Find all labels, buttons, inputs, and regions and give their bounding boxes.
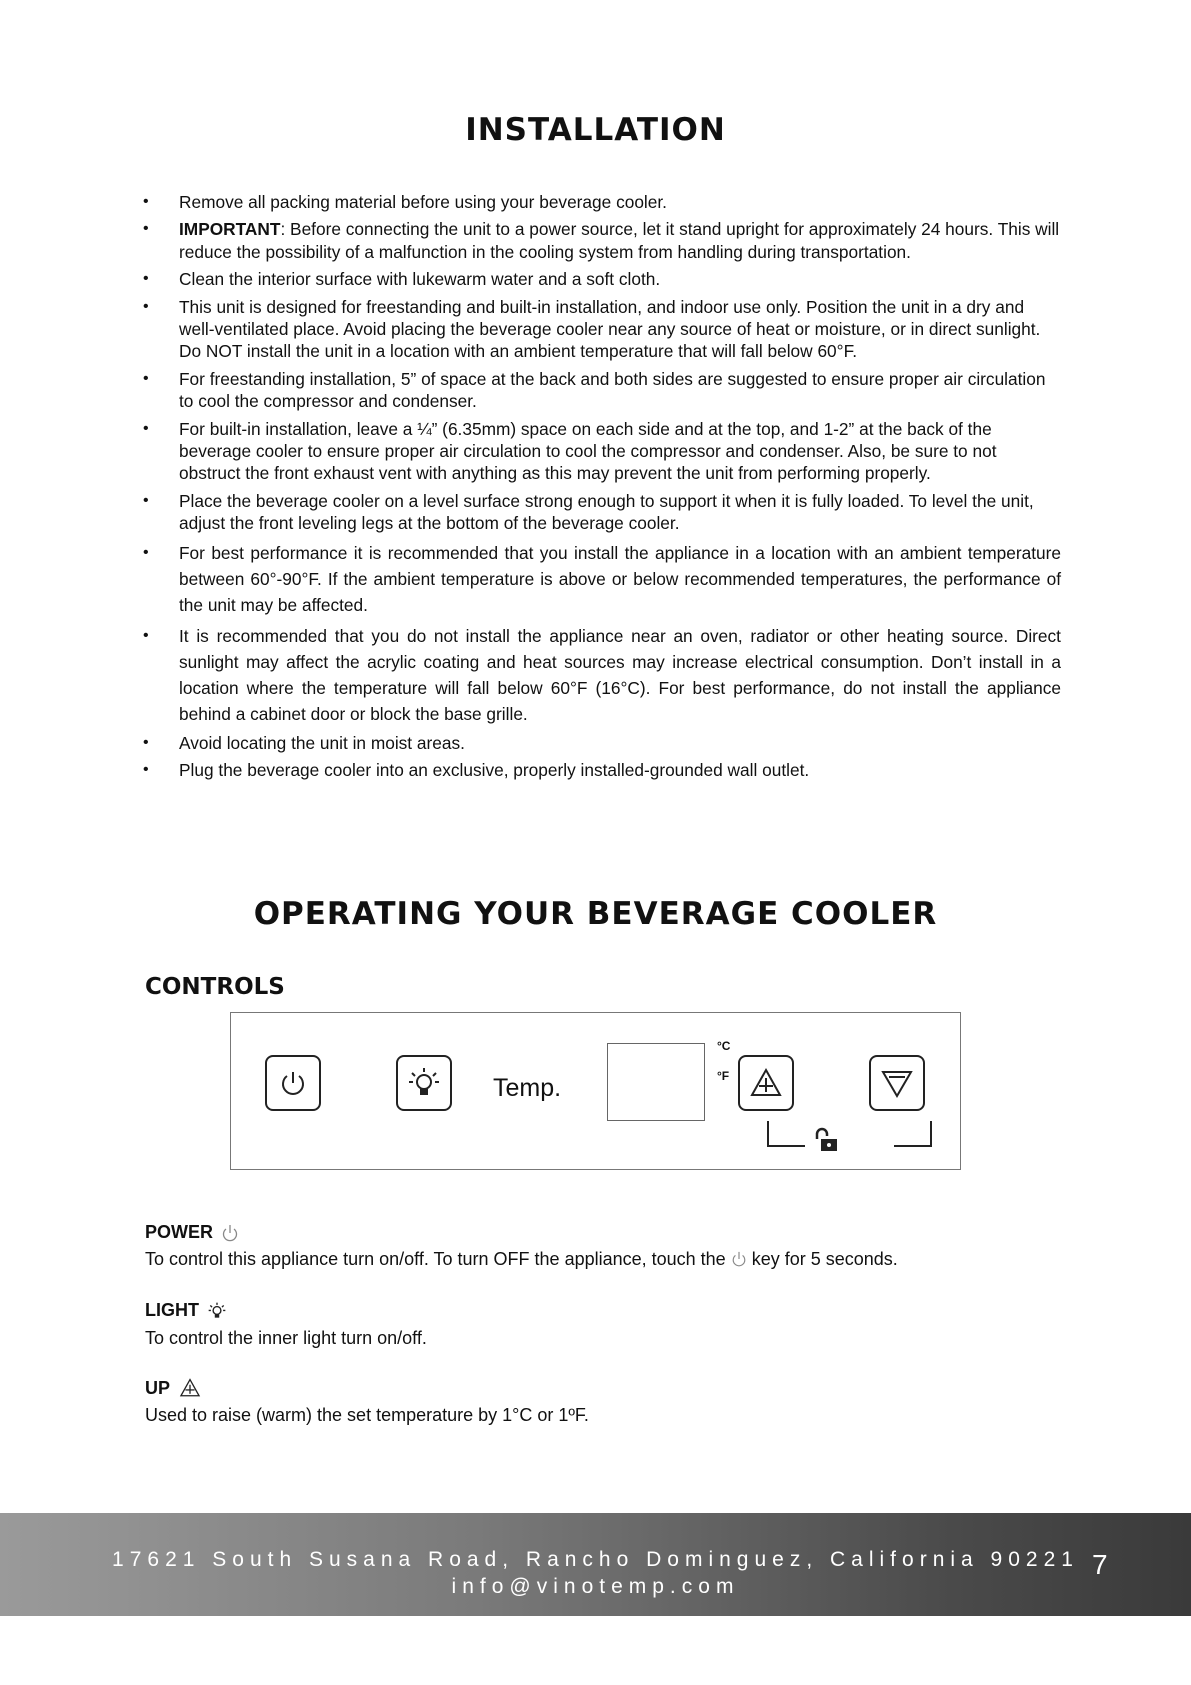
list-item: • It is recommended that you do not install the appliance near an oven, radiator or other heating source. Direct sunlight may affect the acrylic coating and heat sources may increase electrical consumption. Don’t install in a location where the temperature will fall below 60°F (16°C). For best performance, do not install the appliance behind a cabinet door or block the base grille.	[141, 623, 1061, 727]
up-description: Used to raise (warm) the set temperature by 1°C or 1ºF.	[145, 1405, 589, 1425]
list-item: • For built-in installation, leave a ¼” (6.35mm) space on each side and at the top, and 1-2” at the back of the beverage cooler to ensure proper air circulation to cool the compressor and condenser. Also, be sure to not obstruct the front exhaust vent with anything as this may prevent the unit from performing properly.	[141, 418, 1061, 485]
unit-fahrenheit-label: °F	[717, 1069, 730, 1083]
down-key	[869, 1055, 925, 1111]
power-text-before: To control this appliance turn on/off. To turn OFF the appliance, touch the	[145, 1249, 731, 1269]
list-item: • This unit is designed for freestanding and built-in installation, and indoor use only. Position the unit in a dry and well-ventilated place. Avoid placing the beverage cooler near any source of heat or moisture, or in direct sunlight. Do NOT install the unit in a location with an ambient temperature that will fall below 60°F.	[141, 296, 1061, 363]
up-key	[738, 1055, 794, 1111]
controls-heading: CONTROLS	[145, 974, 285, 1000]
list-item: • For best performance it is recommended that you install the appliance in a location with an ambient temperature between 60°-90°F. If the ambient temperature is above or below recommended temperatures, the performance of the unit may be affected.	[141, 540, 1061, 618]
up-section-heading	[145, 1377, 202, 1399]
list-item: • Clean the interior surface with lukewarm water and a soft cloth.	[141, 268, 1061, 290]
power-text-after: key for 5 seconds.	[746, 1249, 898, 1269]
light-section-heading	[145, 1300, 227, 1321]
lock-bracket-right	[894, 1121, 932, 1147]
light-heading-label: LIGHT	[145, 1300, 199, 1320]
footer-email: info@vinotemp.com	[451, 1575, 740, 1598]
down-triangle-icon	[880, 1066, 914, 1100]
installation-list	[141, 191, 1061, 787]
power-description	[145, 1249, 898, 1270]
power-section-heading	[145, 1222, 239, 1243]
power-icon	[731, 1250, 747, 1268]
light-description: To control the inner light turn on/off.	[145, 1328, 427, 1348]
control-panel-diagram	[230, 1012, 961, 1170]
power-key	[265, 1055, 321, 1111]
list-item: • Plug the beverage cooler into an exclusive, properly installed-grounded wall outlet.	[141, 759, 1061, 781]
list-item: • For freestanding installation, 5” of space at the back and both sides are suggested to ensure proper air circulation to cool the compressor and condenser.	[141, 368, 1061, 413]
power-icon	[221, 1223, 239, 1243]
bulb-icon	[406, 1065, 442, 1101]
lock-bracket-left	[767, 1121, 805, 1147]
operating-title: OPERATING YOUR BEVERAGE COOLER	[253, 896, 938, 932]
unit-celsius-label: °C	[717, 1039, 731, 1053]
page-number: 7	[1092, 1549, 1108, 1580]
temperature-display	[607, 1043, 705, 1121]
power-heading-label: POWER	[145, 1222, 214, 1242]
up-triangle-icon	[749, 1066, 783, 1100]
power-icon	[278, 1068, 308, 1098]
page-footer	[0, 1513, 1191, 1616]
installation-title: INSTALLATION	[465, 112, 726, 148]
bulb-icon	[207, 1301, 227, 1321]
list-item: • IMPORTANT: Before connecting the unit to a power source, let it stand upright for approximately 24 hours. This will reduce the possibility of a malfunction in the cooling system from handling during transportation.	[141, 218, 1061, 263]
up-heading-label: UP	[145, 1377, 171, 1398]
list-item: • Remove all packing material before using your beverage cooler.	[141, 191, 1061, 213]
footer-address: 17621 South Susana Road, Rancho Dominguez, California 90221	[112, 1548, 1079, 1571]
list-item: • Avoid locating the unit in moist areas.	[141, 732, 1061, 754]
light-key	[396, 1055, 452, 1111]
temp-label: Temp.	[493, 1074, 562, 1102]
up-triangle-icon	[178, 1377, 202, 1399]
list-item: • Place the beverage cooler on a level surface strong enough to support it when it is fully loaded. To level the unit, adjust the front leveling legs at the bottom of the beverage cooler.	[141, 490, 1061, 535]
unlock-icon	[813, 1127, 839, 1153]
